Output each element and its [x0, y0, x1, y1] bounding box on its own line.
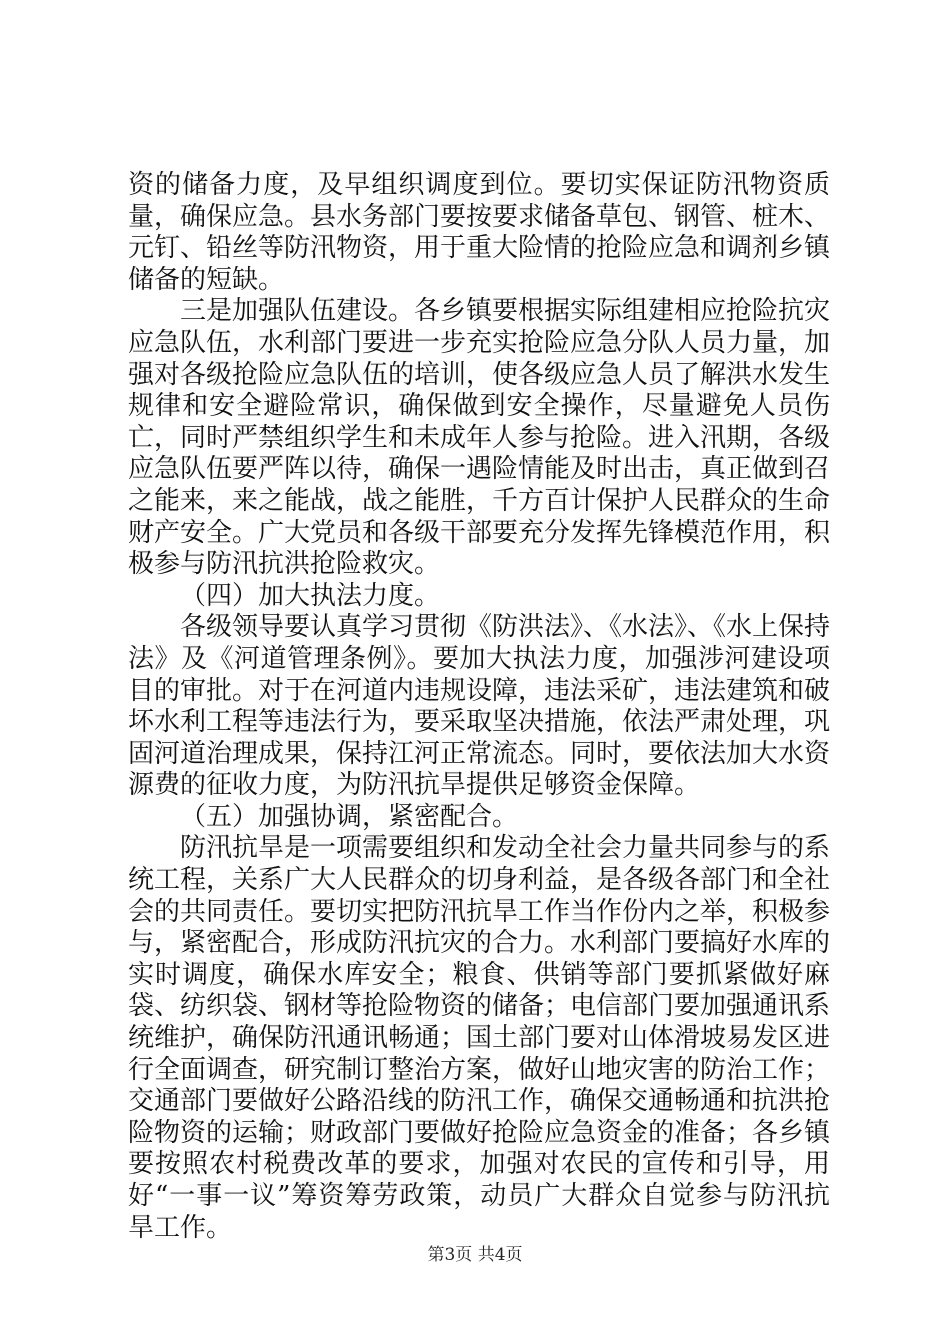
section-heading-4: （四）加大执法力度。: [180, 580, 441, 611]
paragraph-4: 防汛抗旱是一项需要组织和发动全社会力量共同参与的系统工程，关系广大人民群众的切身利益，是各级各部门和全社会的共同责任。要切实把防汛抗旱工作当作份内之举，积极参与，紧密配合，形成防汛抗灾的合力。水利部门要搞好水库的实时调度，确保水库安全；粮食、供销等部门要抓紧做好麻袋、纺织袋、钢材等抢险物资的储备；电信部门要加强通讯系统维护，确保防汛通讯畅通；国土部门要对山体滑坡易发区进行全面调查，研究制订整治方案，做好山地灾害的防治工作；交通部门要做好公路沿线的防汛工作，确保交通畅通和抗洪抢险物资的运输；财政部门要做好抢险应急资金的准备；各乡镇要按照农村税费改革的要求，加强对农民的宣传和引导，用好“一事一议”筹资筹劳政策，动员广大群众自觉参与防汛抗旱工作。: [128, 833, 831, 1243]
paragraph-1: 资的储备力度，及早组织调度到位。要切实保证防汛物资质量，确保应急。县水务部门要按要求储备草包、钢管、桩木、元钉、铅丝等防汛物资，用于重大险情的抢险应急和调剂乡镇储备的短缺。: [128, 170, 831, 295]
section-heading-5: （五）加强协调，紧密配合。: [180, 801, 519, 832]
body-text: [128, 170, 830, 1244]
paragraph-2: 三是加强队伍建设。各乡镇要根据实际组建相应抢险抗灾应急队伍，水利部门要进一步充实抢险应急分队人员力量，加强对各级抢险应急队伍的培训，使各级应急人员了解洪水发生规律和安全避险常识，确保做到安全操作，尽量避免人员伤亡，同时严禁组织学生和未成年人参与抢险。进入汛期，各级应急队伍要严阵以待，确保一遇险情能及时出击，真正做到召之能来，来之能战，战之能胜，千方百计保护人民群众的生命财产安全。广大党员和各级干部要充分发挥先锋模范作用，积极参与防汛抗洪抢险救灾。: [128, 296, 831, 580]
page-footer: 第3页 共4页: [427, 1245, 523, 1265]
paragraph-3: 各级领导要认真学习贯彻《防洪法》、《水法》、《水上保持法》及《河道管理条例》。要加大执法力度，加强涉河建设项目的审批。对于在河道内违规设障，违法采矿，违法建筑和破坏水利工程等违法行为，要采取坚决措施，依法严肃处理，巩固河道治理成果，保持江河正常流态。同时，要依法加大水资源费的征收力度，为防汛抗旱提供足够资金保障。: [128, 612, 831, 801]
